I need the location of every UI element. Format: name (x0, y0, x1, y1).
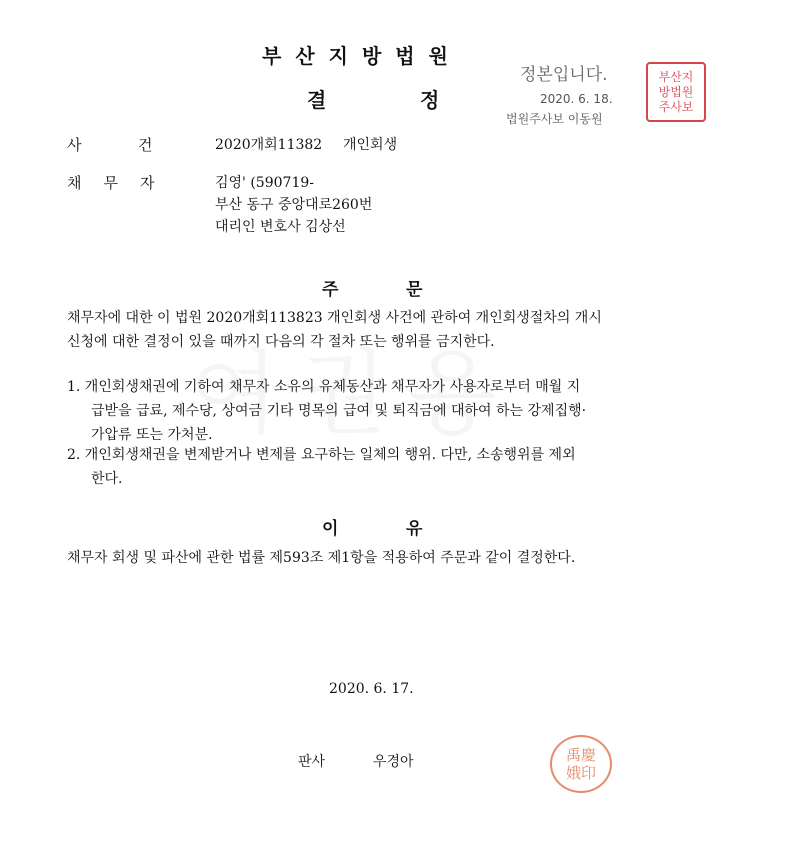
certified-copy-text: 정본입니다. (520, 65, 608, 85)
judge-name: 우경아 (373, 754, 414, 770)
judge-seal-icon: 禹慶 娥印 (550, 735, 612, 793)
court-seal-icon: 부산지 방법원 주사보 (646, 62, 706, 122)
debtor-address: 부산 동구 중앙대로260번 (215, 197, 373, 213)
debtor-label: 채무자 (67, 174, 177, 192)
order-item-2-line-2: 한다. (91, 471, 123, 487)
case-label-char-1: 사 (67, 136, 82, 154)
judge-title: 판사 (298, 754, 326, 770)
order-heading-char-1: 주 (322, 280, 339, 300)
debtor-agent: 대리인 변호사 김상선 (215, 219, 346, 235)
document-type-char-1: 결 (307, 88, 327, 112)
order-intro-line-1: 채무자에 대한 이 법원 2020개회113823 개인회생 사건에 관하여 개인회생절차의 개시 (67, 310, 602, 326)
document-type-char-2: 정 (420, 88, 440, 112)
certifying-clerk: 법원주사보 이동원 (506, 112, 603, 126)
certified-date: 2020. 6. 18. (540, 92, 613, 106)
order-item-2-line-1: 2. 개인회생채권을 변제받거나 변제를 요구하는 일체의 행위. 다만, 소송행위를 제외 (67, 447, 576, 463)
order-item-1-line-1: 1. 개인회생채권에 기하여 채무자 소유의 유체동산과 채무자가 사용자로부터 매월 지 (67, 379, 581, 395)
order-item-1-line-3: 가압류 또는 가처분. (91, 427, 213, 443)
order-intro-line-2: 신청에 대한 결정이 있을 때까지 다음의 각 절차 또는 행위를 금지한다. (67, 334, 495, 350)
order-item-1-line-2: 급받을 급료, 제수당, 상여금 기타 명목의 급여 및 퇴직금에 대하여 하는 강제집행· (91, 403, 587, 419)
reason-text: 채무자 회생 및 파산에 관한 법률 제593조 제1항을 적용하여 주문과 같이 결정한다. (67, 550, 576, 566)
reason-heading-char-2: 유 (406, 519, 423, 539)
decision-date: 2020. 6. 17. (329, 681, 414, 697)
case-label-char-2: 건 (138, 136, 153, 154)
order-heading-char-2: 문 (406, 280, 423, 300)
court-name: 부산지방법원 (262, 44, 462, 68)
case-number: 2020개회11382 (215, 137, 323, 153)
reason-heading-char-1: 이 (322, 519, 339, 539)
debtor-name: 김영' (590719- (215, 175, 314, 191)
case-type: 개인회생 (343, 137, 398, 153)
